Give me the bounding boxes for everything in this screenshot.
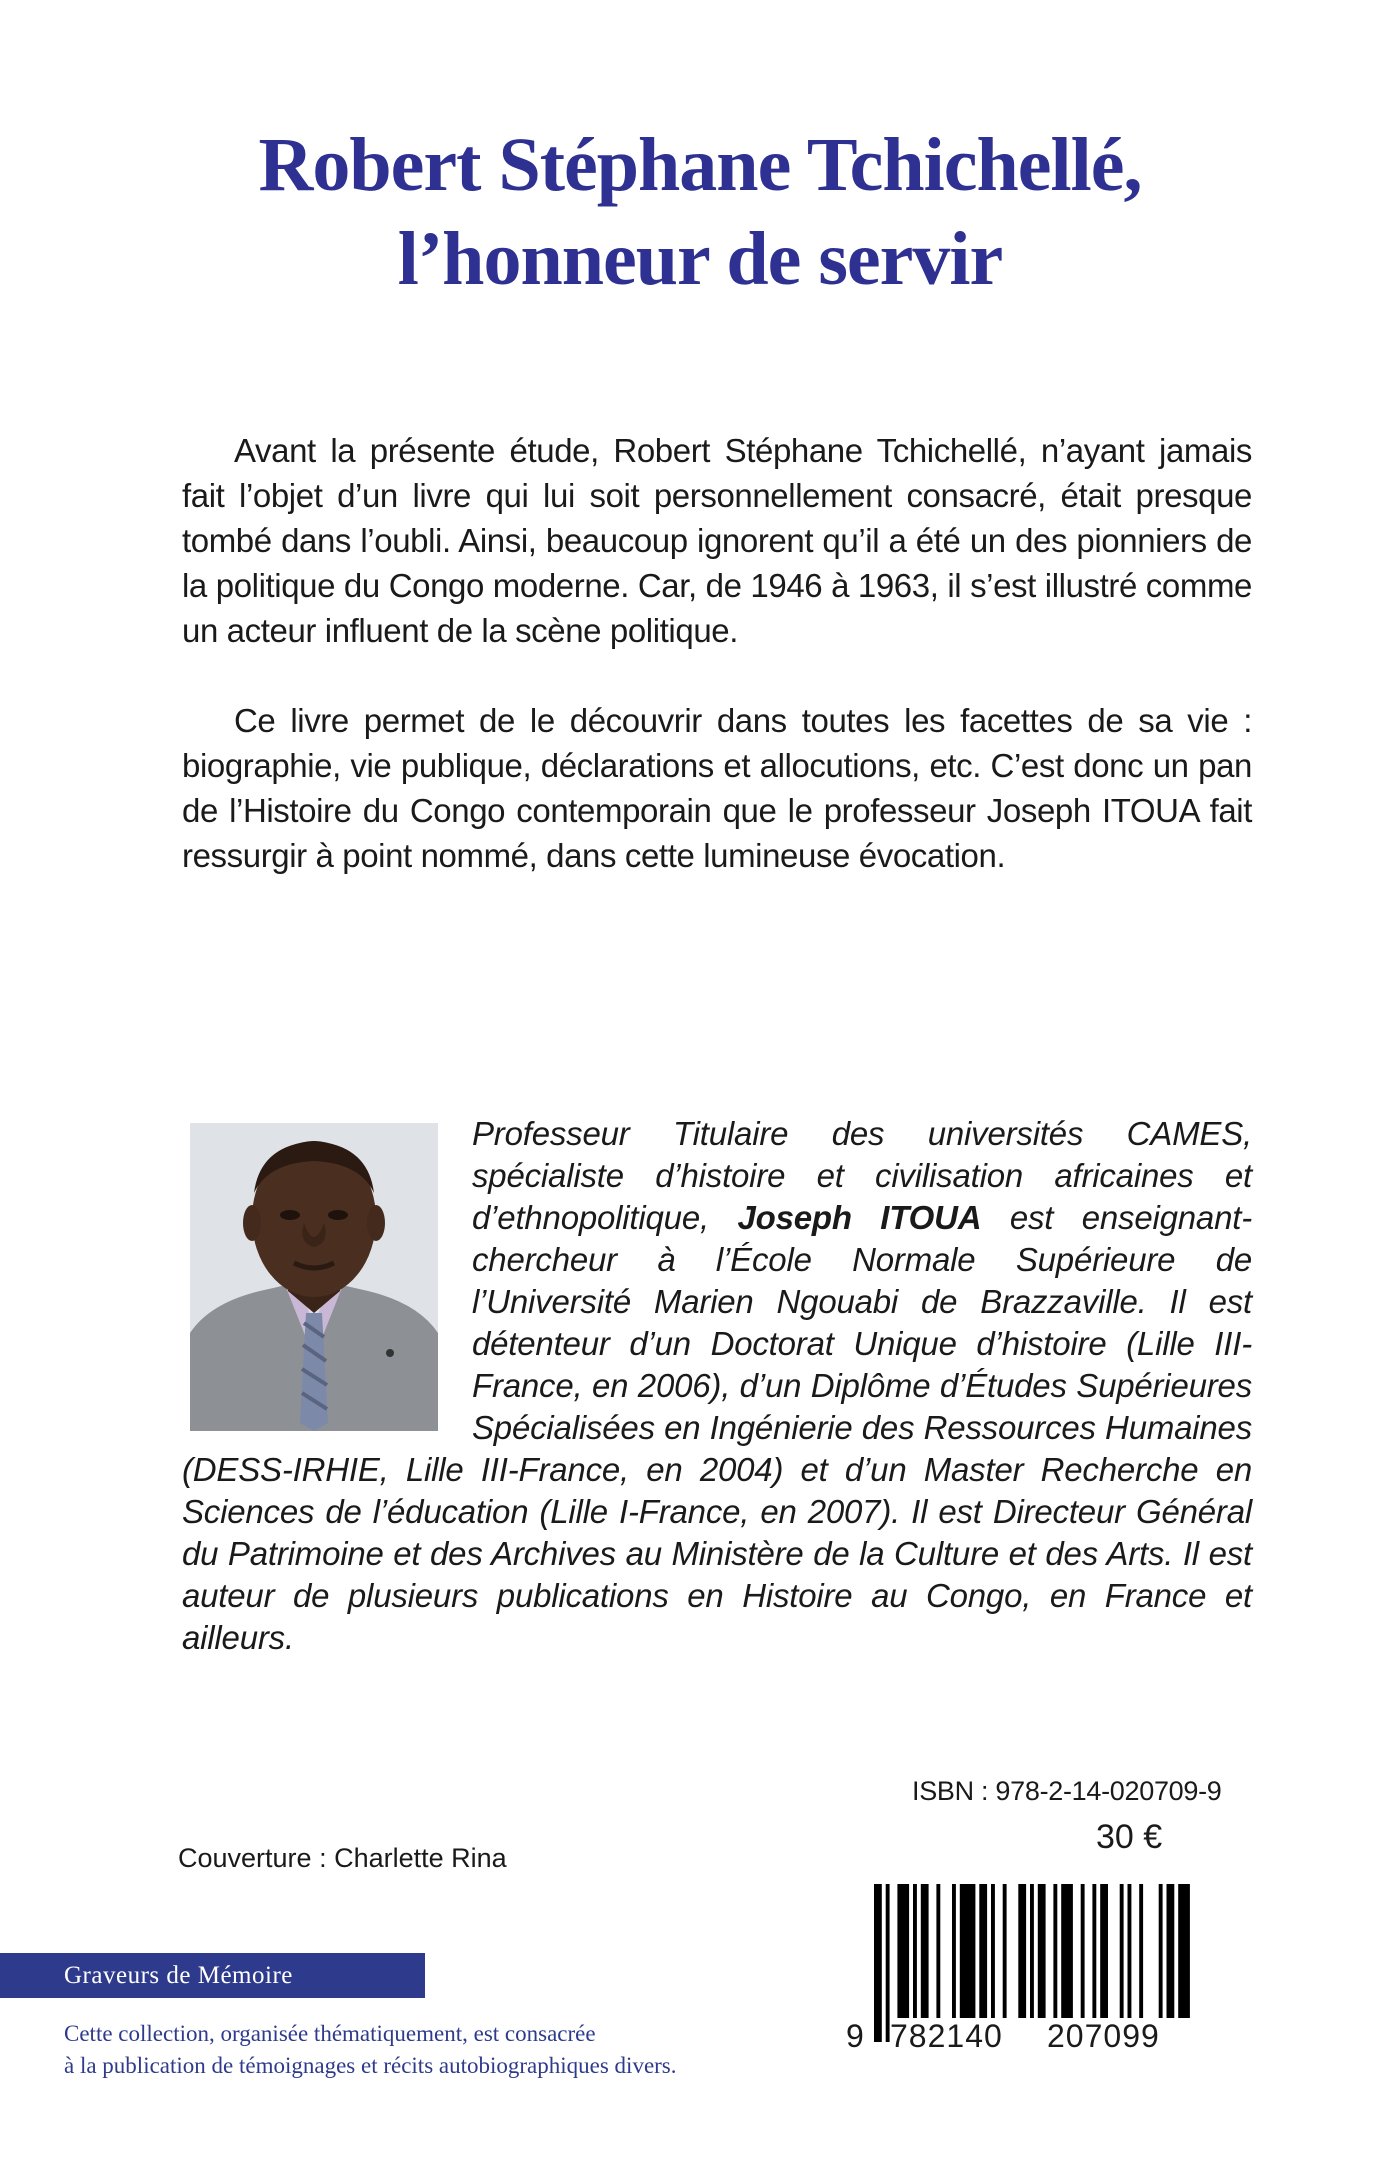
barcode-bar bbox=[1003, 1884, 1007, 2018]
barcode-bar bbox=[991, 1884, 995, 2018]
barcode bbox=[846, 1884, 1196, 2054]
barcode-bar bbox=[1092, 1884, 1096, 2018]
barcode-bar bbox=[1178, 1884, 1190, 2018]
collection-description bbox=[64, 2018, 764, 2082]
barcode-left-digits: 782140 bbox=[890, 2018, 1003, 2054]
author-portrait-illustration bbox=[190, 1123, 438, 1431]
collection-description-line-2: à la publication de témoignages et récits autobiographiques divers. bbox=[64, 2053, 677, 2078]
barcode-bar bbox=[1038, 1884, 1046, 2018]
summary-paragraph-2: Ce livre permet de le découvrir dans toutes les facettes de sa vie : biographie, vie publique, déclarations et allocutions, etc. C’est donc un pan de l’Histoire du Congo contemporain que le professeur Joseph ITOUA fait ressurgir à point nommé, dans cette lumineuse évocation. bbox=[182, 702, 1252, 874]
barcode-bar bbox=[1128, 1884, 1132, 2018]
book-title bbox=[0, 118, 1400, 306]
author-name: Joseph ITOUA bbox=[737, 1199, 982, 1236]
barcode-first-digit: 9 bbox=[846, 2018, 865, 2054]
barcode-bar bbox=[913, 1884, 917, 2018]
isbn-label: ISBN : 978-2-14-020709-9 bbox=[912, 1776, 1222, 1806]
barcode-bar bbox=[874, 1884, 882, 2042]
barcode-bar bbox=[936, 1884, 940, 2018]
barcode-bar bbox=[886, 1884, 890, 2042]
summary-paragraph-1: Avant la présente étude, Robert Stéphane Tchichellé, n’ayant jamais fait l’objet d’un livre qui lui soit personnellement consacré, était presque tombé dans l’oubli. Ainsi, beaucoup ignorent qu’il a été un des pionniers de la politique du Congo moderne. Car, de 1946 à 1963, il s’est illustré comme un acteur influent de la scène politique. bbox=[182, 432, 1252, 649]
barcode-bar bbox=[1081, 1884, 1085, 2018]
bio-text-intro: Professeur Titulaire des universités CAMES, spécialiste d’histoire et civilisation africaines et d’ethnopolitique, bbox=[472, 1115, 1252, 1236]
price-label: 30 € bbox=[1096, 1818, 1163, 1856]
barcode-bar bbox=[952, 1884, 956, 2018]
author-bio bbox=[182, 1113, 1252, 1659]
barcode-bar bbox=[1120, 1884, 1124, 2018]
collection-name: Graveurs de Mémoire bbox=[64, 1962, 293, 1989]
book-summary bbox=[182, 428, 1252, 878]
barcode-bar bbox=[921, 1884, 929, 2018]
barcode-bar bbox=[897, 1884, 909, 2018]
cover-credit: Couverture : Charlette Rina bbox=[178, 1843, 507, 1873]
barcode-bar bbox=[1053, 1884, 1057, 2018]
barcode-bar bbox=[979, 1884, 987, 2018]
book-title-line-2: l’honneur de servir bbox=[397, 217, 1003, 301]
barcode-bar bbox=[1018, 1884, 1026, 2018]
barcode-bar bbox=[1139, 1884, 1143, 2018]
author-portrait bbox=[190, 1123, 438, 1431]
barcode-right-digits: 207099 bbox=[1047, 2018, 1160, 2054]
barcode-bar bbox=[1030, 1884, 1034, 2018]
barcode-bar bbox=[1167, 1884, 1175, 2018]
collection-description-line-1: Cette collection, organisée thématiquement, est consacrée bbox=[64, 2021, 596, 2046]
bio-text-body: est enseignant-chercheur à l’École Normale Supérieure de l’Université Marien Ngouabi de Brazzaville. Il est détenteur d’un Doctorat Unique d’histoire (Lille III-France, en 2006), d’un Diplôme d’Études Supérieures Spécialisées en Ingénierie des Ressources Humaines (DESS-IRHIE, Lille III-France, en 2004) et d’un Master Recherche en Sciences de l’éducation (Lille I-France, en 2007). Il est Directeur Général du Patrimoine et des Archives au Ministère de la Culture et des Arts. Il est auteur de plusieurs publications en Histoire au Congo, en France et ailleurs. bbox=[182, 1199, 1252, 1656]
barcode-bar bbox=[960, 1884, 976, 2018]
collection-name-band bbox=[0, 1953, 425, 1998]
barcode-bar bbox=[1061, 1884, 1073, 2018]
book-title-line-1: Robert Stéphane Tchichellé, bbox=[258, 123, 1142, 207]
barcode-bar bbox=[1159, 1884, 1163, 2018]
